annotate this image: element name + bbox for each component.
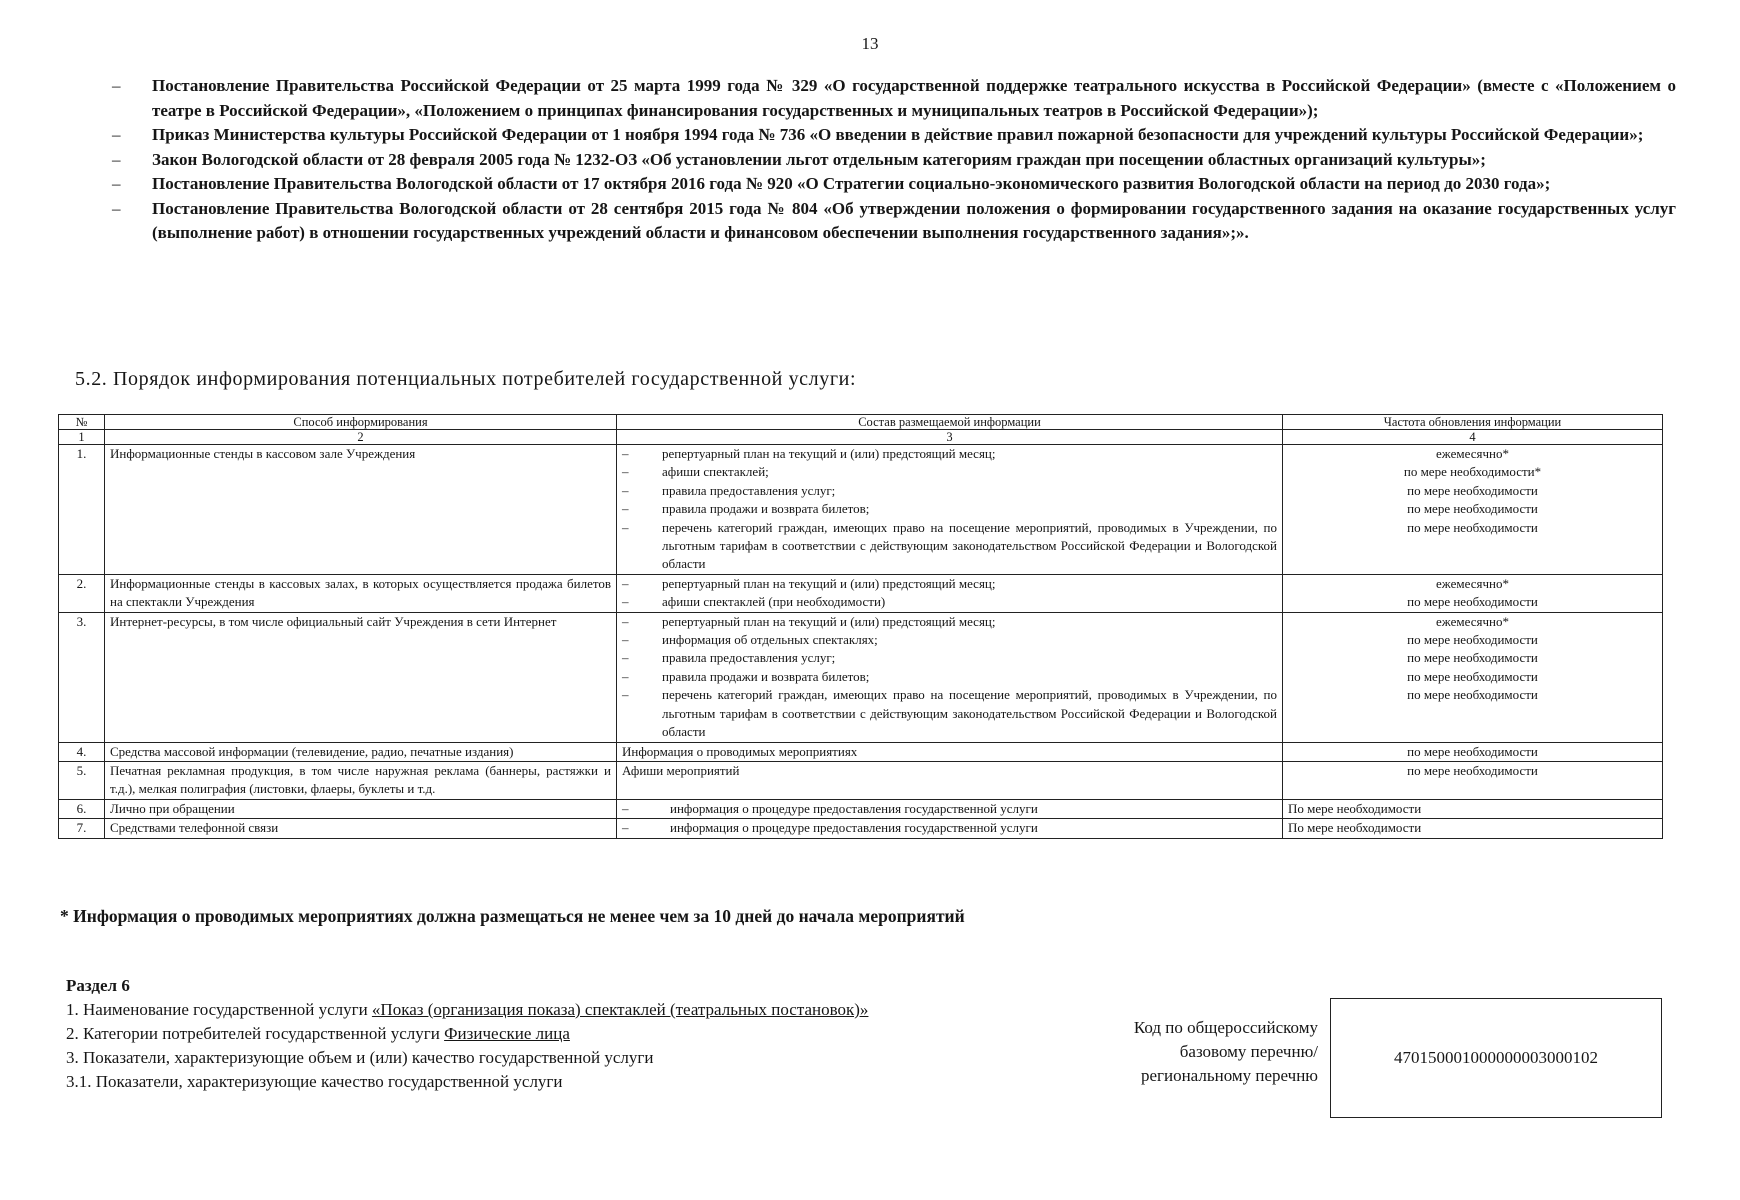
legal-basis-text: Постановление Правительства Российской Федерации от 25 марта 1999 года № 329 «О государственной поддержке театрального искусства в Российской Федерации» (вместе с «Положением о театре в Российской Федерации», «Положением о принципах финансирования государственных и муниципальных театров в Российской Федерации»); [152,76,1676,120]
row-content: Информация о проводимых мероприятиях [617,742,1283,761]
content-item [622,519,1277,574]
content-text: правила предоставления услуг; [662,482,836,498]
list-dash: – [622,668,629,684]
header-frequency: Частота обновления информации [1283,415,1663,430]
legal-basis-item [112,197,1676,246]
frequency-text: ежемесячно* [1436,575,1509,591]
row-frequency: По мере необходимости [1283,799,1663,818]
list-dash: – [622,687,629,703]
header-method: Способ информирования [105,415,617,430]
list-dash: – [622,632,629,648]
legal-basis-text: Постановление Правительства Вологодской области от 17 октября 2016 года № 920 «О Стратегии социально-экономического развития Вологодской области на период до 2030 года»; [152,174,1551,193]
content-text: информация об отдельных спектаклях; [662,632,878,648]
frequency-text: по мере необходимости [1407,501,1538,517]
legal-basis-list [112,74,1676,246]
content-item [622,463,1277,481]
content-text: перечень категорий граждан, имеющих право на посещение мероприятий, проводимых в Учреждении, по льготным тарифам в соответствии с действующим законодательством Российской Федерации и Вологодской области [662,687,1277,740]
legal-basis-item [112,148,1676,173]
frequency-text: ежемесячно* [1436,613,1509,629]
legal-basis-item [112,172,1676,197]
registry-code-value: 470150001000000003000102 [1394,1048,1598,1067]
row-number: 3. [59,612,105,742]
list-dash: – [622,575,629,591]
content-text: репертуарный план на текущий и (или) предстоящий месяц; [662,575,996,591]
legal-basis-item [112,123,1676,148]
row-number: 6. [59,799,105,818]
table-footnote: * Информация о проводимых мероприятиях должна размещаться не менее чем за 10 дней до начала мероприятий [60,906,965,926]
legal-basis-text: Постановление Правительства Вологодской области от 28 сентября 2015 года № 804 «Об утверждении положения о формировании государственного задания на оказание государственных услуг (выполнение работ) в отношении государственных учреждений области и финансовом обеспечении выполнения государственного задания»;». [152,198,1676,242]
row-method: Средства массовой информации (телевидение, радио, печатные издания) [105,742,617,761]
content-text: перечень категорий граждан, имеющих право на посещение мероприятий, проводимых в Учреждении, по льготным тарифам в соответствии с действующим законодательством Российской Федерации и Вологодской области [662,519,1277,572]
row-frequency [1283,574,1663,612]
consumer-category-value: Физические лица [444,1024,570,1043]
content-item [622,445,1277,463]
content-text: правила продажи и возврата билетов; [662,501,870,517]
content-item [622,575,1277,593]
row-method: Информационные стенды в кассовых залах, в которых осуществляется продажа билетов на спектакли Учреждения [105,574,617,612]
frequency-text: по мере необходимости [1407,482,1538,498]
registry-code-label: Код по общероссийскому базовому перечню/региональному перечню [1133,1018,1318,1085]
frequency-text: по мере необходимости* [1403,464,1542,480]
table-header-row [59,415,1663,430]
list-dash: – [622,650,629,666]
row-number: 2. [59,574,105,612]
section-6 [66,974,1058,1094]
content-text: репертуарный план на текущий и (или) предстоящий месяц; [662,613,996,629]
table-column-number-row [59,430,1663,445]
list-dash: – [112,125,121,144]
list-dash: – [112,149,121,169]
row-number: 1. [59,445,105,575]
row-number: 4. [59,742,105,761]
list-dash: – [622,464,629,480]
content-text: информация о процедуре предоставления государственной услуги [670,800,1038,816]
frequency-text: по мере необходимости [1407,650,1538,666]
row-frequency [1283,445,1663,575]
content-item [622,800,1277,818]
row-frequency: по мере необходимости [1283,742,1663,761]
row-number: 7. [59,819,105,838]
row-method: Средствами телефонной связи [105,819,617,838]
list-dash: – [622,519,629,535]
row-method: Лично при обращении [105,799,617,818]
row-content [617,819,1283,838]
table-row [59,761,1663,799]
content-item [622,500,1277,518]
list-dash: – [622,800,629,816]
legal-basis-text: Закон Вологодской области от 28 февраля 2005 года № 1232-ОЗ «Об установлении льгот отдельным категориям граждан при посещении областных организаций культуры»; [152,149,1486,169]
frequency-text: по мере необходимости [1407,668,1538,684]
informing-table [58,414,1663,839]
frequency-text: по мере необходимости [1407,632,1538,648]
table-row [59,742,1663,761]
indicators-line: 3. Показатели, характеризующие объем и (или) качество государственной услуги [66,1048,654,1067]
row-content [617,612,1283,742]
row-frequency: по мере необходимости [1283,761,1663,799]
content-item [622,668,1277,686]
content-text: афиши спектаклей; [662,464,769,480]
row-content [617,445,1283,575]
content-item [622,613,1277,631]
consumer-category-label: 2. Категории потребителей государственной услуги [66,1024,445,1043]
content-item [622,593,1277,611]
table-row [59,799,1663,818]
column-number: 3 [617,430,1283,445]
content-text: афиши спектаклей (при необходимости) [662,594,886,610]
content-item [622,649,1277,667]
row-number: 5. [59,761,105,799]
row-method: Интернет-ресурсы, в том числе официальный сайт Учреждения в сети Интернет [105,612,617,742]
legal-basis-item [112,74,1676,123]
list-dash: – [622,501,629,517]
table-row [59,612,1663,742]
page-number: 13 [861,34,879,53]
content-text: правила продажи и возврата билетов; [662,668,870,684]
table-row [59,445,1663,575]
row-content [617,574,1283,612]
service-name-value: «Показ (организация показа) спектаклей (театральных постановок)» [371,1000,869,1019]
row-frequency: По мере необходимости [1283,819,1663,838]
quality-indicators-line: 3.1. Показатели, характеризующие качество государственной услуги [66,1072,563,1091]
legal-basis-text: Приказ Министерства культуры Российской Федерации от 1 ноября 1994 года № 736 «О введении в действие правил пожарной безопасности для учреждений культуры Российской Федерации»; [152,125,1644,144]
table-row [59,574,1663,612]
list-dash: – [622,482,629,498]
list-dash: – [112,198,121,218]
registry-code-box [1330,998,1662,1118]
section-heading: 5.2. Порядок информирования потенциальных потребителей государственной услуги: [75,368,857,390]
frequency-text: по мере необходимости [1407,687,1538,703]
column-number: 1 [59,430,105,445]
consumer-category-line [66,1022,1058,1046]
service-name-line [66,998,1058,1022]
section-title: Раздел 6 [66,976,130,995]
service-name-label: 1. Наименование государственной услуги [66,1000,372,1019]
column-number: 4 [1283,430,1663,445]
frequency-text: ежемесячно* [1436,446,1509,461]
table-row [59,819,1663,838]
list-dash: – [112,76,121,95]
frequency-text: по мере необходимости [1407,519,1538,535]
row-frequency [1283,612,1663,742]
content-text: репертуарный план на текущий и (или) предстоящий месяц; [662,446,996,461]
content-item [622,686,1277,741]
content-text: информация о процедуре предоставления государственной услуги [670,820,1038,836]
row-content: Афиши мероприятий [617,761,1283,799]
header-content: Состав размещаемой информации [617,415,1283,430]
frequency-text: по мере необходимости [1407,594,1538,610]
list-dash: – [622,613,629,629]
list-dash: – [622,446,629,461]
column-number: 2 [105,430,617,445]
row-content [617,799,1283,818]
list-dash: – [622,594,629,610]
content-text: правила предоставления услуг; [662,650,836,666]
row-method: Информационные стенды в кассовом зале Учреждения [105,445,617,575]
content-item [622,631,1277,649]
content-item [622,482,1277,500]
row-method: Печатная рекламная продукция, в том числе наружная реклама (баннеры, растяжки и т.д.), мелкая полиграфия (листовки, флаеры, буклеты и т.д. [105,761,617,799]
list-dash: – [622,820,629,836]
header-number: № [59,415,105,430]
content-item [622,819,1277,837]
list-dash: – [112,174,121,193]
